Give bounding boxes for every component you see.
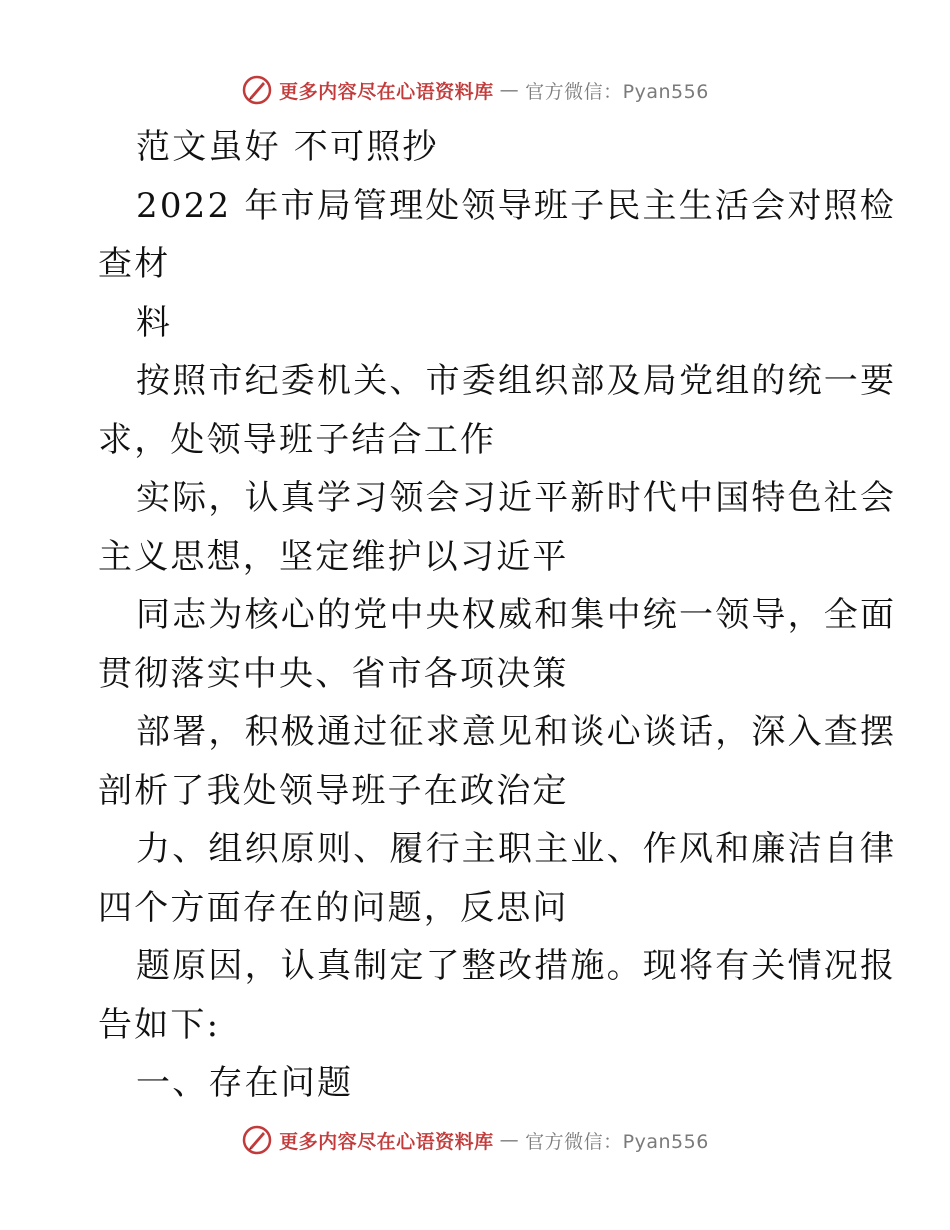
quill-pen-circle-icon	[241, 1124, 273, 1156]
watermark-brand-text: 更多内容尽在心语资料库	[279, 1130, 494, 1153]
title-line-1: 2022 年市局管理处领导班子民主生活会对照检	[136, 185, 896, 226]
paragraph-line: 题原因，认真制定了整改措施。现将有关情况报	[136, 946, 897, 986]
paragraph-line: 按照市纪委机关、市委组织部及局党组的统一要	[136, 361, 897, 401]
document-body	[98, 118, 897, 1113]
paragraph-line: 告如下:	[98, 1004, 221, 1045]
paragraph-line: 四个方面存在的问题，反思问	[98, 887, 569, 928]
footer-watermark	[0, 1120, 950, 1160]
paragraph-line: 剖析了我处领导班子在政治定	[98, 770, 569, 811]
paragraph-line: 主义思想，坚定维护以习近平	[98, 536, 569, 577]
watermark-separator: —	[499, 79, 520, 101]
paragraph-line: 贯彻落实中央、省市各项决策	[98, 653, 569, 694]
paragraph-line: 求，处领导班子结合工作	[98, 419, 497, 460]
watermark-separator: —	[499, 1129, 520, 1151]
paragraph-line: 同志为核心的党中央权威和集中统一领导，全面	[136, 595, 897, 635]
watermark-brand-text: 更多内容尽在心语资料库	[279, 80, 494, 103]
quill-pen-circle-icon	[241, 74, 273, 106]
watermark-contact-text: 官方微信：Pyan556	[525, 1130, 709, 1153]
header-watermark	[0, 70, 950, 110]
title-line-3: 料	[136, 302, 173, 343]
notice-line: 范文虽好 不可照抄	[136, 127, 439, 167]
paragraph-line: 实际，认真学习领会习近平新时代中国特色社会	[136, 478, 897, 518]
section-heading: 一、存在问题	[136, 1063, 354, 1103]
paragraph-line: 力、组织原则、履行主职主业、作风和廉洁自律	[136, 829, 897, 869]
paragraph-line: 部署，积极通过征求意见和谈心谈话，深入查摆	[136, 712, 897, 752]
title-line-2: 查材	[98, 244, 171, 284]
watermark-contact-text: 官方微信：Pyan556	[525, 80, 709, 103]
